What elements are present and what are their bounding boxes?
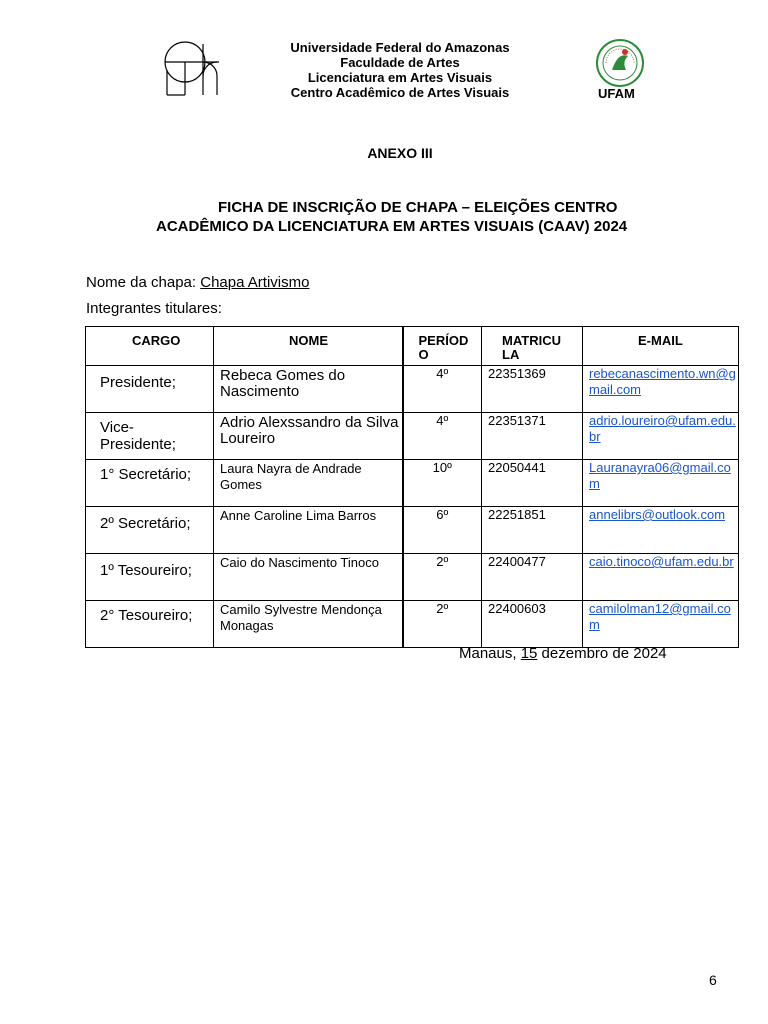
chapa-label: Nome da chapa: [86,274,201,291]
table-header-row [86,327,739,366]
header-line: Faculdade de Artes [340,55,460,70]
chapa-name [86,274,309,291]
date-suffix: dezembro de 2024 [537,645,667,662]
matricula-cell: 22351369 [488,366,546,381]
header-cargo: CARGO [86,327,214,366]
email-link[interactable]: adrio.loureiro@ufam.edu.br [589,413,736,444]
header-matricula: MATRICU LA [482,327,583,366]
table-row [86,366,739,413]
date-prefix: Manaus, [459,645,521,662]
email-link[interactable]: annelibrs@outlook.com [589,507,726,522]
header-line: Centro Acadêmico de Artes Visuais [290,85,510,100]
matricula-cell: 22400603 [488,601,546,616]
table-row [86,460,739,507]
header-nome: NOME [214,327,403,366]
table-row [86,413,739,460]
table-row [86,507,739,554]
header-line: Universidade Federal do Amazonas [290,40,510,55]
matricula-cell: 22400477 [488,554,546,569]
email-link[interactable]: rebecanascimento.wn@gmail.com [589,366,736,397]
email-link[interactable]: camilolman12@gmail.com [589,601,731,632]
cargo-cell: 1° Secretário; [100,466,192,483]
cargo-cell: Presidente; [100,374,176,391]
annex-title: ANEXO III [367,145,433,161]
nome-cell: Anne Caroline Lima Barros [220,508,377,523]
email-link[interactable]: Lauranayra06@gmail.com [589,460,731,491]
periodo-cell: 2º [436,554,449,569]
matricula-cell: 22351371 [488,413,546,428]
email-link[interactable]: caio.tinoco@ufam.edu.br [589,554,734,569]
nome-cell: Laura Nayra de Andrade Gomes [220,461,362,492]
table-row [86,554,739,601]
table-row [86,601,739,648]
periodo-cell: 4º [436,366,449,381]
nome-cell: Rebeca Gomes do Nascimento [220,367,346,400]
ufam-seal-icon [592,38,648,88]
integrantes-label: Integrantes titulares: [86,300,222,317]
header-line: Licenciatura em Artes Visuais [307,70,493,85]
header-periodo: PERÍOD O [403,327,482,366]
fa-logo [163,40,221,96]
nome-cell: Camilo Sylvestre Mendonça Monagas [220,602,382,633]
date-line [459,645,667,662]
cargo-cell: 1º Tesoureiro; [100,562,192,579]
cargo-cell: 2° Tesoureiro; [100,607,193,624]
date-day: 15 [520,645,538,662]
form-title-line1: FICHA DE INSCRIÇÃO DE CHAPA – ELEIÇÕES CENTRO [218,199,618,216]
form-title-line2: ACADÊMICO DA LICENCIATURA EM ARTES VISUAIS (CAAV) 2024 [156,218,628,235]
nome-cell: Caio do Nascimento Tinoco [220,555,379,570]
members-table [85,326,739,648]
header-email: E-MAIL [583,327,739,366]
cargo-cell: Vice-Presidente; [100,419,176,453]
periodo-cell: 4º [436,413,449,428]
chapa-value: Chapa Artivismo [200,274,310,291]
cargo-cell: 2º Secretário; [100,515,191,532]
nome-cell: Adrio Alexssandro da Silva Loureiro [220,414,399,447]
periodo-cell: 6º [436,507,449,522]
periodo-cell: 2º [436,601,449,616]
matricula-cell: 22050441 [488,460,546,475]
page-number: 6 [709,972,717,988]
institution-header [250,40,550,100]
matricula-cell: 22251851 [488,507,546,522]
periodo-cell: 10º [432,460,452,475]
ufam-label: UFAM [598,86,635,101]
